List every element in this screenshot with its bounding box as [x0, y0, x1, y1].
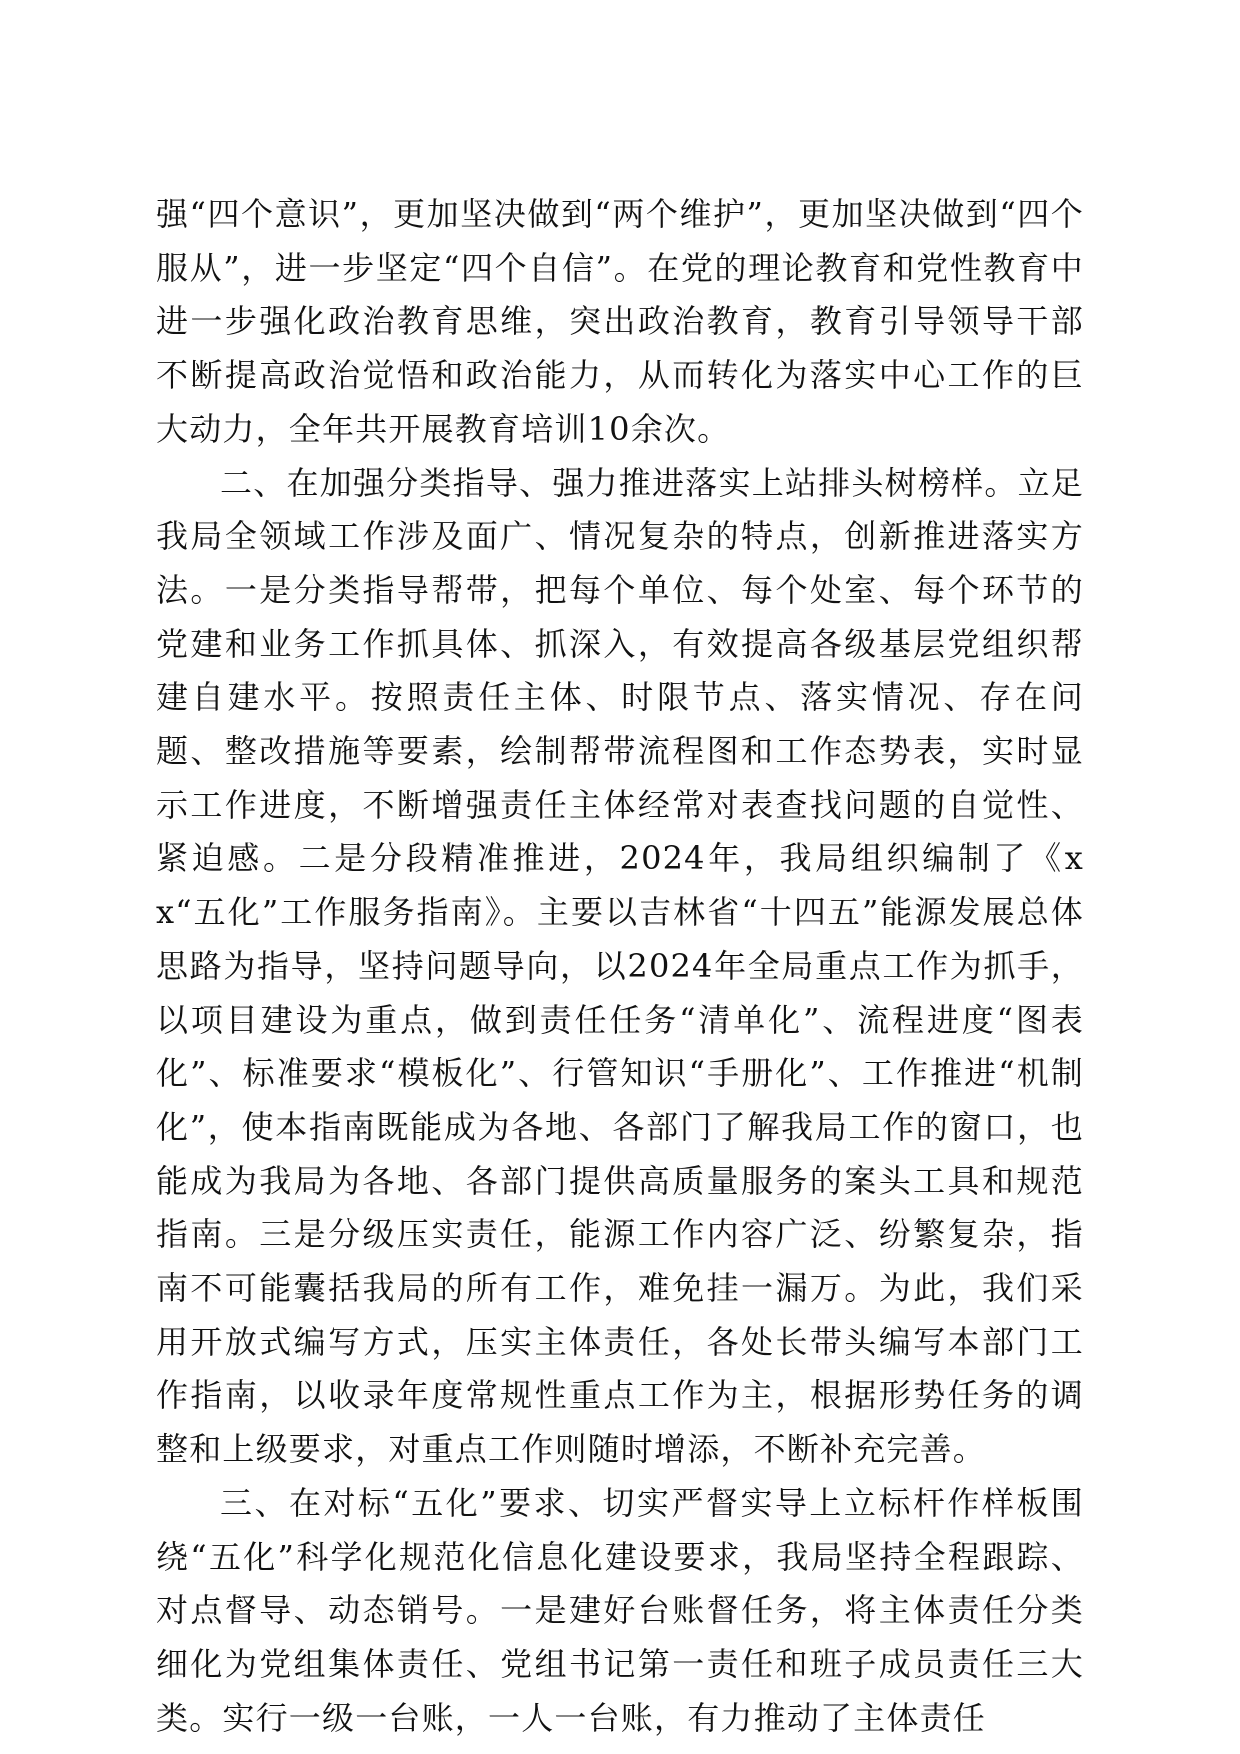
paragraph-section-three: 三、在对标“五化”要求、切实严督实导上立标杆作样板围绕“五化”科学化规范化信息化建设要求，我局坚持全程跟踪、对点督导、动态销号。一是建好台账督任务，将主体责任分类细化为党组集体责任、党组书记第一责任和班子成员责任三大类。实行一级一台账，一人一台账，有力推动了主体责任 — [156, 1483, 1084, 1737]
paragraph-continuation: 强“四个意识”，更加坚决做到“两个维护”，更加坚决做到“四个服从”，进一步坚定“四个自信”。在党的理论教育和党性教育中进一步强化政治教育思维，突出政治教育，教育引导领导干部不断提高政治觉悟和政治能力，从而转化为落实中心工作的巨大动力，全年共开展教育培训10余次。 — [156, 195, 1084, 448]
document-body — [156, 188, 1084, 1745]
paragraph-section-two: 二、在加强分类指导、强力推进落实上站排头树榜样。立足我局全领域工作涉及面广、情况复杂的特点，创新推进落实方法。一是分类指导帮带，把每个单位、每个处室、每个环节的党建和业务工作抓具体、抓深入，有效提高各级基层党组织帮建自建水平。按照责任主体、时限节点、落实情况、存在问题、整改措施等要素，绘制帮带流程图和工作态势表，实时显示工作进度，不断增强责任主体经常对表查找问题的自觉性、紧迫感。二是分段精准推进，2024年，我局组织编制了《xx“五化”工作服务指南》。主要以吉林省“十四五”能源发展总体思路为指导，坚持问题导向，以2024年全局重点工作为抓手，以项目建设为重点，做到责任任务“清单化”、流程进度“图表化”、标准要求“模板化”、行管知识“手册化”、工作推进“机制化”，使本指南既能成为各地、各部门了解我局工作的窗口，也能成为我局为各地、各部门提供高质量服务的案头工具和规范指南。三是分级压实责任，能源工作内容广泛、纷繁复杂，指南不可能囊括我局的所有工作，难免挂一漏万。为此，我们采用开放式编写方式，压实主体责任，各处长带头编写本部门工作指南，以收录年度常规性重点工作为主，根据形势任务的调整和上级要求，对重点工作则随时增添，不断补充完善。 — [156, 463, 1084, 1469]
